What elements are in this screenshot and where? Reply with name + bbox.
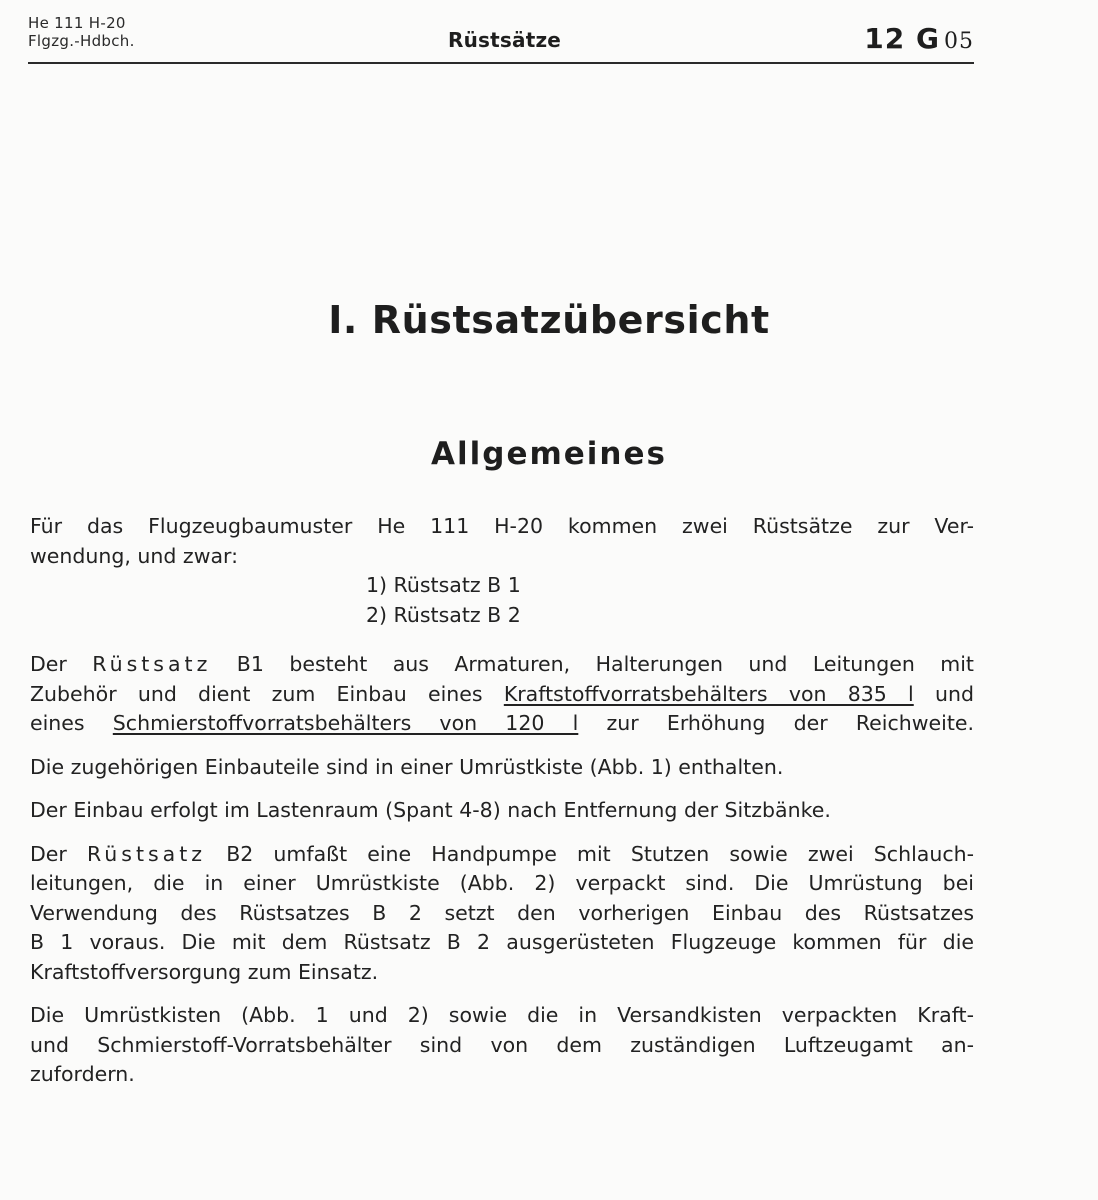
chapter-title: I. Rüstsatzübersicht <box>328 298 770 342</box>
kit-list-item-1: 1) Rüstsatz B 1 <box>366 573 521 597</box>
request-line-2: und Schmierstoff-Vorratsbehälter sind von dem zuständigen Luftzeugamt an- <box>30 1032 974 1057</box>
header-handbook-label: Flgzg.-Hdbch. <box>28 32 135 50</box>
header-divider <box>28 62 974 64</box>
kit-b2-paragraph <box>30 840 974 988</box>
page-header <box>28 14 974 64</box>
kit-b2-line-1 <box>30 840 974 870</box>
kit-list <box>30 571 974 630</box>
request-paragraph <box>30 1001 974 1090</box>
intro-line-2: wendung, und zwar: <box>30 543 238 568</box>
kit-b1-line-3-post: zur Erhöhung der Reichweite. <box>606 711 974 735</box>
body-text <box>30 512 974 1090</box>
intro-paragraph <box>30 512 974 571</box>
kit-b1-line-1 <box>30 650 974 680</box>
kit-b2-line-3: Verwendung des Rüstsatzes B 2 setzt den vorherigen Einbau des Rüstsatzes <box>30 900 974 925</box>
kit-b1-paragraph <box>30 650 974 739</box>
kit-list-item-2: 2) Rüstsatz B 2 <box>366 602 521 627</box>
kit-b1-line-2-pre: Zubehör und dient zum Einbau eines <box>30 681 483 706</box>
kit-b2-term: Rüstsatz <box>86 841 207 866</box>
header-section-title: Rüstsätze <box>448 28 562 52</box>
section-subtitle: Allgemeines <box>431 436 667 472</box>
kit-b1-term: Rüstsatz <box>92 652 212 676</box>
header-page-code-main: 12 G <box>864 22 940 55</box>
header-page-code <box>864 22 974 55</box>
header-aircraft-info <box>28 14 135 50</box>
request-line-1: Die Umrüstkisten (Abb. 1 und 2) sowie die in Versandkisten verpackten Kraft- <box>30 1003 974 1027</box>
installation-paragraph: Der Einbau erfolgt im Lastenraum (Spant 4-8) nach Entfernung der Sitzbänke. <box>30 798 831 822</box>
parts-paragraph: Die zugehörigen Einbauteile sind in einer Umrüstkiste (Abb. 1) enthalten. <box>30 754 784 779</box>
kit-b1-line-3 <box>30 709 974 739</box>
intro-line-1: Für das Flugzeugbaumuster He 111 H-20 kommen zwei Rüstsätze zur Ver- <box>30 514 974 538</box>
oil-tank-spec: Schmierstoffvorratsbehälters von 120 l <box>112 711 579 735</box>
kit-b1-line-2 <box>30 680 974 710</box>
kit-b1-line-3-pre: eines <box>30 711 85 735</box>
kit-b1-line-1-pre: Der <box>30 652 67 676</box>
kit-b2-line-1-pre: Der <box>30 841 67 866</box>
kit-b1-line-2-post: und <box>934 681 974 706</box>
kit-b1-line-1-post: B1 besteht aus Armaturen, Halterungen und Leitungen mit <box>236 652 974 676</box>
header-aircraft-type: He 111 H-20 <box>28 14 126 32</box>
header-page-number: 05 <box>944 29 974 54</box>
kit-b2-line-1-post: B2 umfaßt eine Handpumpe mit Stutzen sowie zwei Schlauch- <box>226 841 974 866</box>
kit-b2-line-5: Kraftstoffversorgung zum Einsatz. <box>30 959 379 984</box>
kit-b2-line-4: B 1 voraus. Die mit dem Rüstsatz B 2 ausgerüsteten Flugzeuge kommen für die <box>30 930 974 954</box>
kit-b2-line-2: leitungen, die in einer Umrüstkiste (Abb. 2) verpackt sind. Die Umrüstung bei <box>30 871 974 895</box>
fuel-tank-spec: Kraftstoffvorratsbehälters von 835 l <box>503 681 914 706</box>
request-line-3: zufordern. <box>30 1062 135 1086</box>
